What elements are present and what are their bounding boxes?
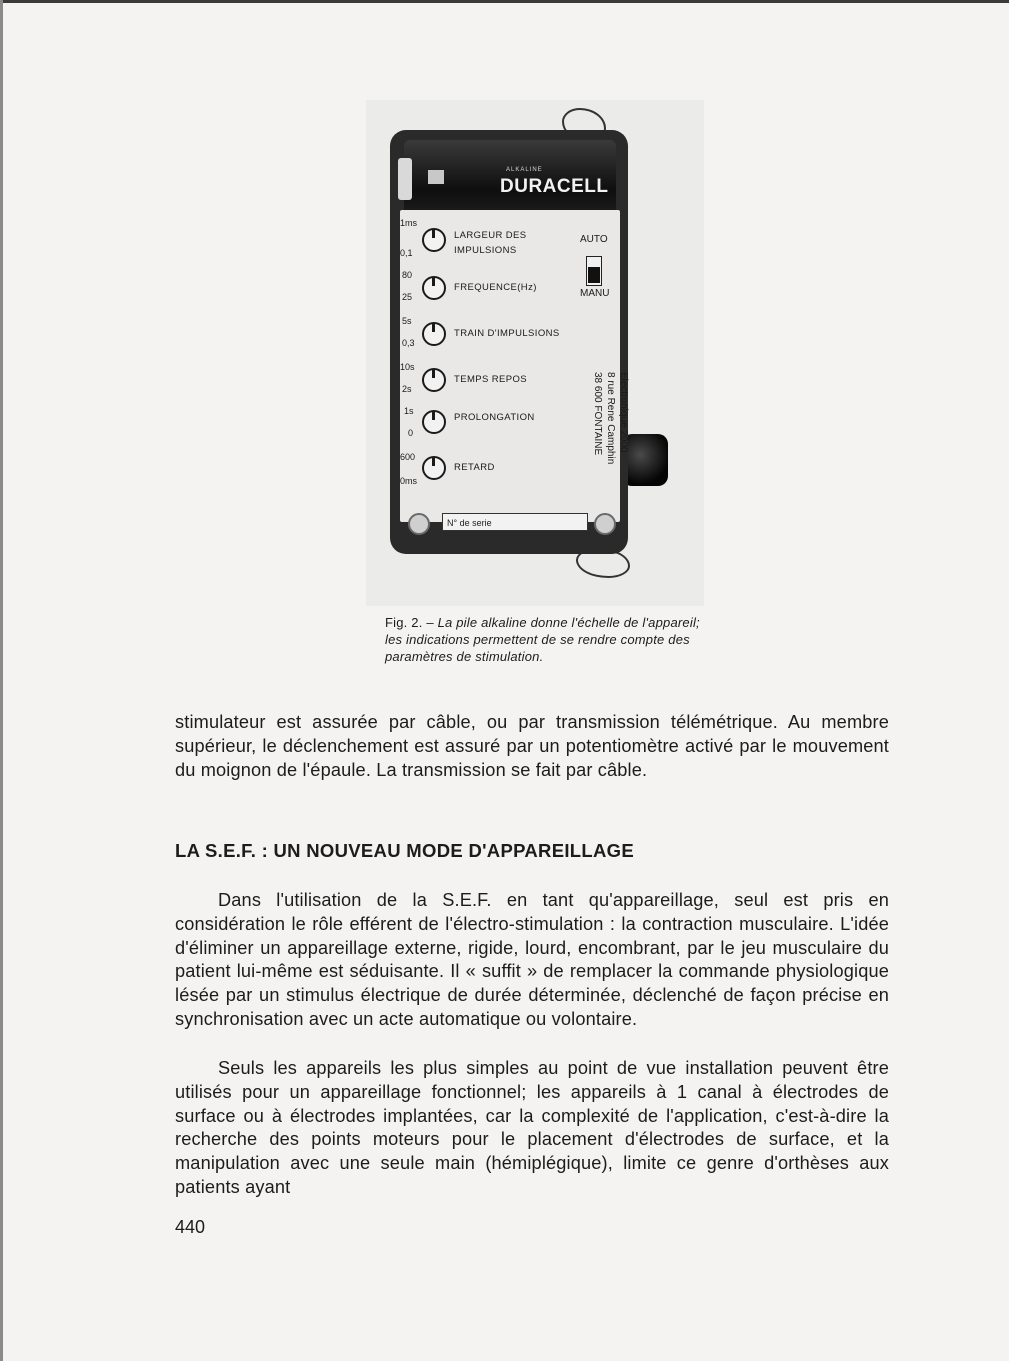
- knob-prolongation: [422, 410, 446, 434]
- battery-cap: [398, 158, 412, 200]
- scale-high-4: 10s: [400, 362, 415, 372]
- scale-high-5: 1s: [404, 406, 414, 416]
- scale-high-2: 80: [402, 270, 413, 280]
- label-retard: RETARD: [454, 462, 495, 473]
- knob-frequence: [422, 276, 446, 300]
- battery-brand: DURACELL: [500, 176, 609, 197]
- scale-low-3: 0,3: [402, 338, 415, 348]
- knob-largeur: [422, 228, 446, 252]
- section-heading: LA S.E.F. : UN NOUVEAU MODE D'APPAREILLAGE: [175, 840, 634, 861]
- figure-caption: [385, 614, 703, 665]
- paragraph-2: Dans l'utilisation de la S.E.F. en tant qu'appareillage, seul est pris en considération le rôle efférent de l'électro-stimulation : la contraction musculaire. L'idée d'éliminer un appareillage externe, rigide, lourd, encombrant, par le jeu musculaire du patient lui-même est séduisante. Il « suffit » de remplacer la commande physiologique lésée par un stimulus électrique de durée déterminée, déclenché de façon précise en synchronisation avec un acte automatique ou volontaire.: [175, 890, 889, 1029]
- stimulator-device: [390, 130, 628, 554]
- switch-label-auto: AUTO: [580, 234, 608, 245]
- scale-low-6: 0ms: [400, 476, 418, 486]
- control-panel: [400, 210, 629, 528]
- page-edge-left: [0, 0, 3, 1361]
- switch-label-manu: MANU: [580, 288, 610, 299]
- label-train: TRAIN D'IMPULSIONS: [454, 328, 560, 339]
- label-largeur: LARGEUR DES IMPULSIONS: [454, 230, 527, 256]
- maker-address: Electronique 2000 8 rue Rene Camphin 38 600 FONTAINE: [592, 372, 629, 465]
- auto-manu-switch: [586, 256, 602, 286]
- battery-band: [428, 170, 444, 184]
- scale-low-5: 0: [408, 428, 414, 438]
- caption-prefix: Fig. 2. –: [385, 615, 438, 630]
- page-edge-top: [0, 0, 1009, 3]
- screw-left: [408, 513, 430, 535]
- paragraph-1: stimulateur est assurée par câble, ou par transmission télémétrique. Au membre supérieur, le déclenchement est assuré par un potentiomètre activé par le mouvement du moignon de l'épaule. La transmission se fait par câble.: [175, 712, 889, 780]
- scale-low-4: 2s: [402, 384, 412, 394]
- scale-high-6: 600: [400, 452, 416, 462]
- scale-low-2: 25: [402, 292, 413, 302]
- screw-right: [594, 513, 616, 535]
- knob-train: [422, 322, 446, 346]
- label-repos: TEMPS REPOS: [454, 374, 528, 385]
- label-prolongation: PROLONGATION: [454, 412, 535, 423]
- paragraph-3: Seuls les appareils les plus simples au point de vue installation peuvent être utilisés pour un appareillage fonctionnel; les appareils à 1 canal à électrodes de surface ou à électrodes implantées, car la complexité de l'application, c'est-à-dire la recherche des points moteurs pour le placement d'électrodes de surface, et la manipulation avec une seule main (hémiplégique), limite ce genre d'orthèses aux patients ayant: [175, 1058, 889, 1197]
- label-frequence: FREQUENCE(Hz): [454, 282, 537, 293]
- knob-retard: [422, 456, 446, 480]
- page-number: 440: [175, 1217, 206, 1237]
- scale-low-1: 0,1: [400, 248, 413, 258]
- caption-text: La pile alkaline donne l'échelle de l'appareil; les indications permettent de se rendre compte des paramètres de stimulation.: [385, 615, 700, 664]
- serial-number-box: N° de serie: [442, 513, 588, 531]
- battery-small-text: ALKALINE: [506, 167, 543, 173]
- knob-repos: [422, 368, 446, 392]
- figure-photo: [366, 100, 704, 606]
- scale-high-1: 1ms: [400, 218, 418, 228]
- scale-high-3: 5s: [402, 316, 412, 326]
